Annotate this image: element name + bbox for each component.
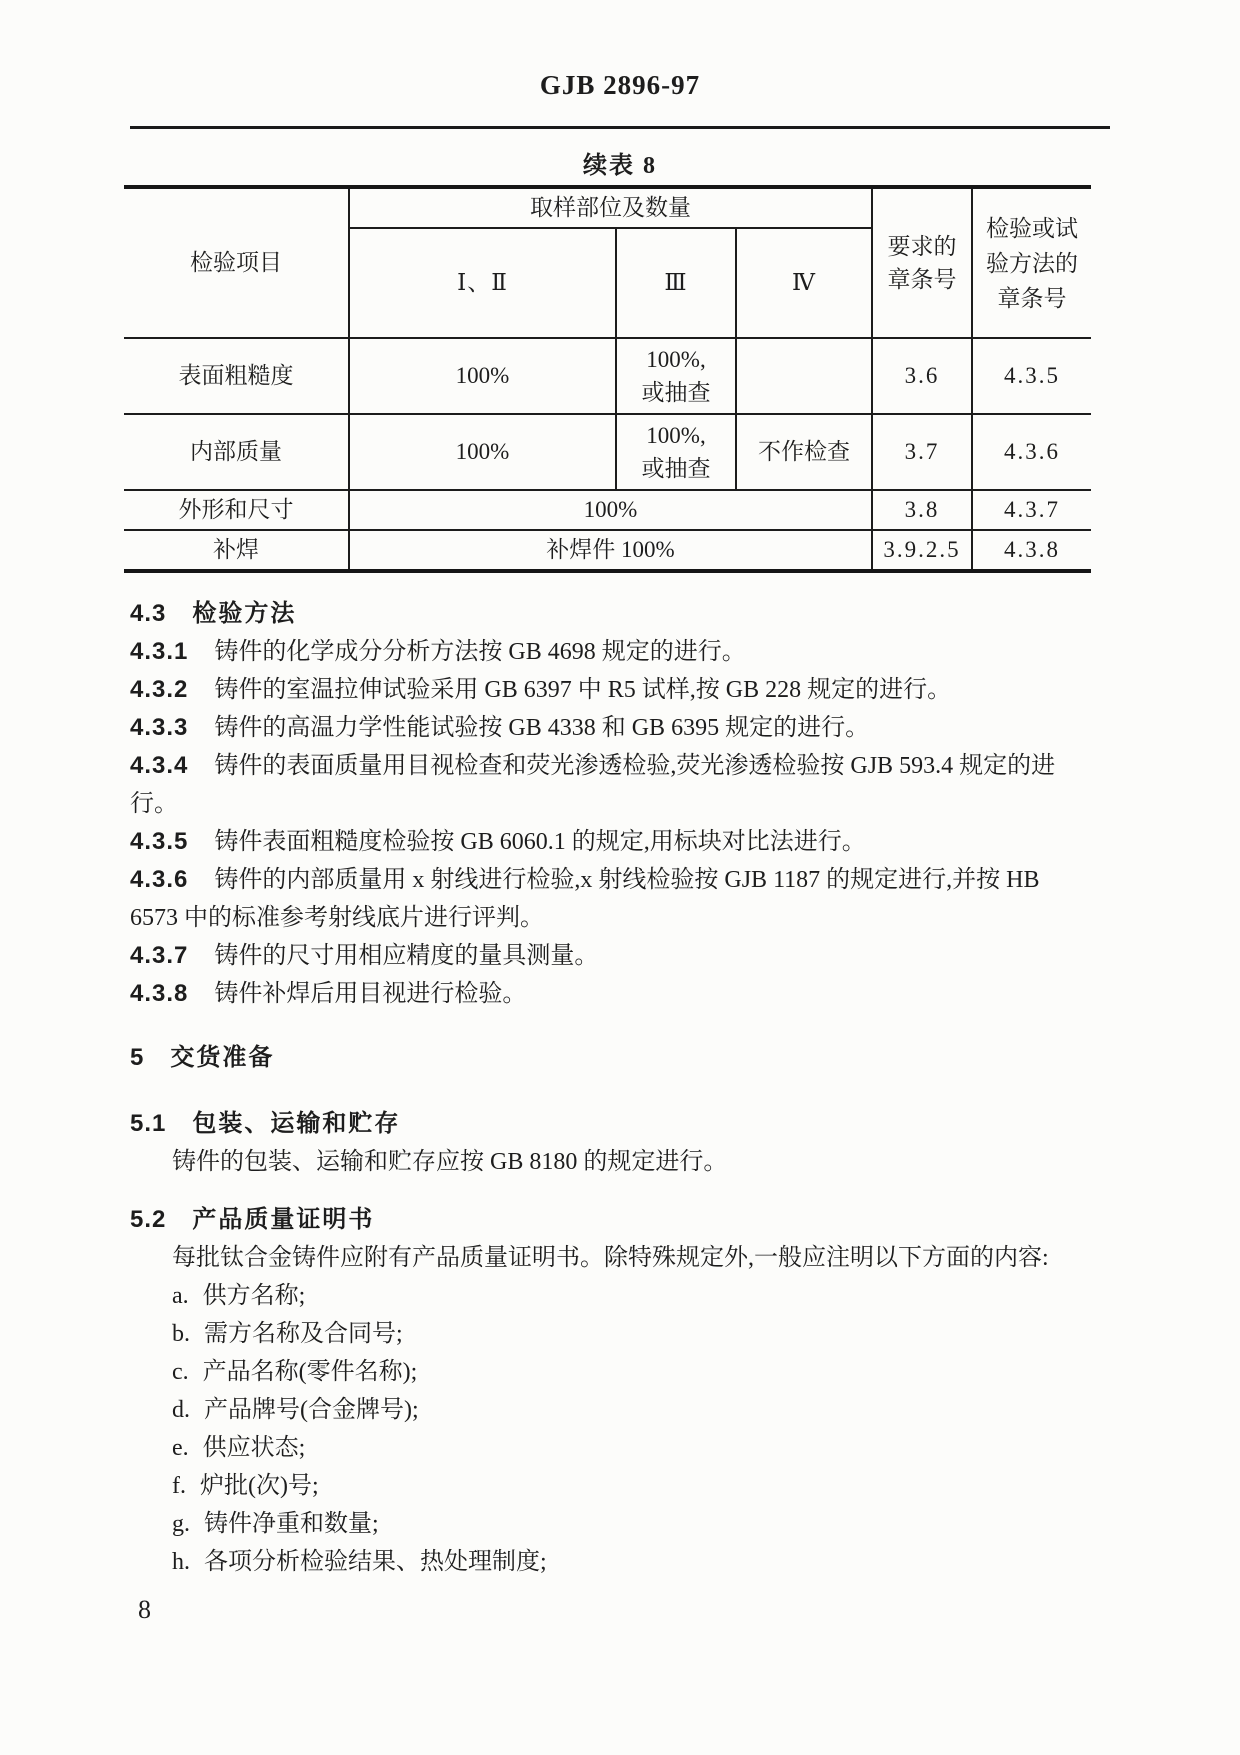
- clause-5-2-body: 每批钛合金铸件应附有产品质量证明书。除特殊规定外,一般应注明以下方面的内容:: [172, 1245, 1049, 1271]
- cell-method-clause: 4.3.7: [972, 490, 1091, 530]
- table-row-repair-welding: [124, 530, 1091, 571]
- col-header-requirement-clause: 要求的 章条号: [872, 187, 972, 338]
- cell-class4: 不作检查: [736, 414, 872, 490]
- clause-4-3-4-continuation: 行。: [130, 791, 178, 817]
- table-caption: 续表 8: [583, 153, 657, 179]
- table-row-surface-roughness: [124, 338, 1091, 414]
- cell-req-clause: 3.6: [872, 338, 972, 414]
- clause-5-1-body: 铸件的包装、运输和贮存应按 GB 8180 的规定进行。: [172, 1149, 728, 1175]
- list-item-e: e. 供应状态;: [172, 1435, 306, 1461]
- cell-req-clause: 3.8: [872, 490, 972, 530]
- header-rule: [130, 126, 1110, 129]
- cell-req-clause: 3.9.2.5: [872, 530, 972, 571]
- clause-4-3-7: 4.3.7 铸件的尺寸用相应精度的量具测量。: [130, 942, 599, 969]
- clause-4-3-5: 4.3.5 铸件表面粗糙度检验按 GB 6060.1 的规定,用标块对比法进行。: [130, 828, 866, 855]
- cell-item: 外形和尺寸: [124, 490, 349, 530]
- cell-class4-empty: [736, 338, 872, 414]
- standard-number: GJB 2896-97: [539, 70, 701, 100]
- col-header-class-4: Ⅳ: [736, 228, 872, 338]
- col-header-class-1-2: Ⅰ、Ⅱ: [349, 228, 616, 338]
- inspection-table: [124, 185, 1091, 573]
- cell-method-clause: 4.3.6: [972, 414, 1091, 490]
- clause-4-3-6: 4.3.6 铸件的内部质量用 x 射线进行检验,x 射线检验按 GJB 1187 的规定进行,并按 HB: [130, 866, 1040, 893]
- clause-4-3-3: 4.3.3 铸件的高温力学性能试验按 GB 4338 和 GB 6395 规定的进行。: [130, 714, 870, 741]
- table-header-row-1: [124, 187, 1091, 228]
- cell-item: 表面粗糙度: [124, 338, 349, 414]
- list-item-b: b. 需方名称及合同号;: [172, 1321, 403, 1347]
- cell-item: 内部质量: [124, 414, 349, 490]
- cell-class3: 100%, 或抽查: [616, 414, 736, 490]
- cell-merged-sampling: 补焊件 100%: [349, 530, 872, 571]
- cell-method-clause: 4.3.5: [972, 338, 1091, 414]
- table-row-internal-quality: [124, 414, 1091, 490]
- cell-item: 补焊: [124, 530, 349, 571]
- table-row-shape-dimensions: [124, 490, 1091, 530]
- list-item-h: h. 各项分析检验结果、热处理制度;: [172, 1549, 547, 1575]
- cell-class3: 100%, 或抽查: [616, 338, 736, 414]
- col-header-class-3: Ⅲ: [616, 228, 736, 338]
- heading-5-2: 5.2 产品质量证明书: [130, 1206, 375, 1233]
- list-item-g: g. 铸件净重和数量;: [172, 1511, 379, 1537]
- body-text: [130, 595, 1110, 1625]
- heading-5-1: 5.1 包装、运输和贮存: [130, 1110, 401, 1137]
- list-item-f: f. 炉批(次)号;: [172, 1473, 319, 1499]
- list-item-a: a. 供方名称;: [172, 1283, 306, 1309]
- col-header-sampling-group: 取样部位及数量: [349, 187, 872, 228]
- cell-method-clause: 4.3.8: [972, 530, 1091, 571]
- cell-req-clause: 3.7: [872, 414, 972, 490]
- clause-4-3-6-continuation: 6573 中的标准参考射线底片进行评判。: [130, 905, 544, 931]
- list-item-d: d. 产品牌号(合金牌号);: [172, 1397, 419, 1423]
- heading-5: 5 交货准备: [130, 1044, 275, 1071]
- col-header-item: 检验项目: [124, 187, 349, 338]
- cell-class12: 100%: [349, 414, 616, 490]
- clause-4-3-2: 4.3.2 铸件的室温拉伸试验采用 GB 6397 中 R5 试样,按 GB 228 规定的进行。: [130, 676, 952, 703]
- col-header-method-clause: 检验或试 验方法的 章条号: [972, 187, 1091, 338]
- page-number: 8: [138, 1595, 151, 1624]
- clause-4-3-8: 4.3.8 铸件补焊后用目视进行检验。: [130, 980, 527, 1007]
- heading-4-3: 4.3 检验方法: [130, 600, 297, 627]
- clause-4-3-1: 4.3.1 铸件的化学成分分析方法按 GB 4698 规定的进行。: [130, 638, 746, 665]
- cell-class12: 100%: [349, 338, 616, 414]
- clause-4-3-4: 4.3.4 铸件的表面质量用目视检查和荧光渗透检验,荧光渗透检验按 GJB 593.4 规定的进: [130, 752, 1056, 779]
- cell-merged-sampling: 100%: [349, 490, 872, 530]
- list-item-c: c. 产品名称(零件名称);: [172, 1359, 418, 1385]
